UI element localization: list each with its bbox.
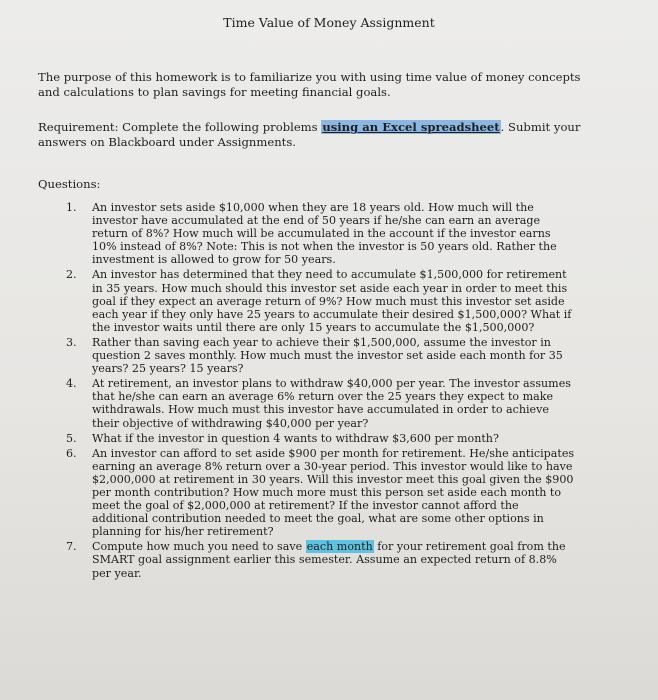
question-item (66, 432, 578, 445)
question-item (66, 377, 578, 429)
question-text: Rather than saving each year to achieve their $1,500,000, assume the investor in question 2 saves monthly. How much must the investor set aside each month for 35 years? 25 years? 15 years? (92, 335, 563, 376)
intro-paragraph: The purpose of this homework is to familiarize you with using time value of money concepts and calculations to plan savings for meeting financial goals. (38, 70, 581, 99)
excel-highlight: using an Excel spreadsheet (322, 120, 500, 134)
question-item (66, 447, 578, 539)
question-text: At retirement, an investor plans to withdraw $40,000 per year. The investor assumes that he/she can earn an average 6% return over the 25 years they expect to make withdrawals. How much must this investor have accumulated in order to achieve their objective of withdrawing $40,000 per year? (92, 377, 571, 430)
question-number: 1. (66, 201, 77, 214)
question-number: 7. (66, 540, 77, 554)
question-number: 3. (66, 335, 77, 349)
question-number: 2. (66, 268, 77, 282)
question-text: An investor can afford to set aside $900 per month for retirement. He/she anticipates earning an average 8% return over a 30-year period. This investor would like to have $2,000,000 at retirement in 30 years. Will this investor meet this goal given the $900 per month contribution? How much more must this person set aside each month to meet the goal of $2,000,000 at retirement? If the investor cannot afford the additional contribution needed to meet the goal, what are some other options in planning for his/her retirement? (92, 446, 575, 539)
requirement-prefix: Requirement: Complete the following problems (38, 120, 322, 134)
question-item (66, 540, 578, 579)
question-text-before: Compute how much you need to save (92, 540, 306, 554)
question-text: What if the investor in question 4 wants to withdraw $3,600 per month? (92, 431, 499, 445)
requirement-paragraph (38, 120, 586, 150)
question-item (66, 336, 578, 375)
question-item (66, 201, 578, 266)
questions-list (66, 201, 578, 582)
question-text: An investor sets aside $10,000 when they are 18 years old. How much will the investor have accumulated at the end of 50 years if he/she can earn an average return of 8%? How much will be accumulated in the account if the investor earns 10% instead of 8%? Note: This is not when the investor is 50 years old. Rather the investment is allowed to grow for 50 years. (92, 201, 557, 267)
question-text: An investor has determined that they need to accumulate $1,500,000 for retirement in 35 years. How much should this investor set aside each year in order to meet this goal if they expect an average return of 9%? How much must this investor set aside each year if they only have 25 years to accumulate their desired $1,500,000? What if the investor waits until there are only 15 years to accumulate the $1,500,000? (92, 268, 572, 334)
questions-heading: Questions: (38, 177, 101, 191)
requirement-suffix: . Submit your answers on Blackboard under Assignments. (38, 120, 581, 149)
question-number: 4. (66, 377, 77, 391)
question-text-after: for your retirement goal from the SMART goal assignment earlier this semester. Assume an expected return of 8.8% per year. (92, 540, 566, 580)
question-number: 5. (66, 431, 77, 445)
each-month-highlight: each month (306, 540, 373, 554)
question-item (66, 268, 578, 333)
page-title: Time Value of Money Assignment (223, 15, 435, 30)
question-number: 6. (66, 446, 77, 460)
